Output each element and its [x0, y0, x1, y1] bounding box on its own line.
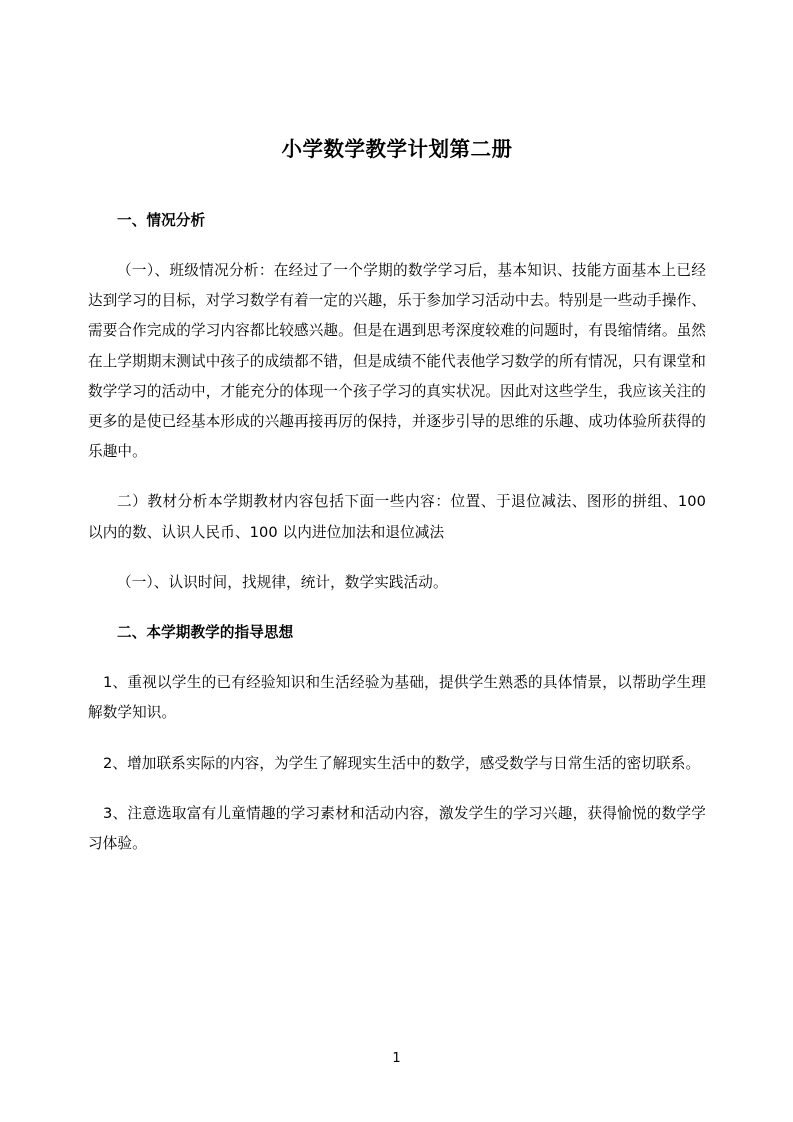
document-paragraphs	[88, 206, 706, 859]
paragraph-time-recognition: （一）、认识时间，找规律，统计，数学实践活动。	[117, 573, 448, 591]
paragraph-guideline-1: 1、重视以学生的已有经验知识和生活经验为基础，提供学生熟悉的具体情景，以帮助学生理解数学知识。	[88, 674, 706, 722]
paragraph-class-situation-analysis: （一）、班级情况分析：在经过了一个学期的数学学习后，基本知识、技能方面基本上已经达到学习的目标，对学习数学有着一定的兴趣，乐于参加学习活动中去。特别是一些动手操作、需要合作完成的学习内容都比较感兴趣。但是在遇到思考深度较难的问题时，有畏缩情绪。虽然在上学期期末测试中孩子的成绩都不错，但是成绩不能代表他学习数学的所有情况，只有课堂和数学学习的活动中，才能充分的体现一个孩子学习的真实状况。因此对这些学生，我应该关注的更多的是使已经基本形成的兴趣再接再厉的保持，并逐步引导的思维的乐趣、成功体验所获得的乐趣中。	[88, 261, 706, 461]
document-body	[88, 0, 706, 879]
section-heading-situation-analysis: 一、情况分析	[117, 211, 206, 229]
paragraph-textbook-analysis: 二）教材分析本学期教材内容包括下面一些内容：位置、于退位减法、图形的拼组、100 以内的数、认识人民币、100 以内进位加法和退位减法	[88, 493, 706, 541]
section-heading-guiding-ideology: 二、本学期教学的指导思想	[117, 623, 294, 641]
page-title: 小学数学教学计划第二册	[281, 137, 513, 161]
paragraph-guideline-3: 3、注意选取富有儿童情趣的学习素材和活动内容，激发学生的学习兴趣，获得愉悦的数学学习体验。	[88, 804, 706, 852]
paragraph-guideline-2: 2、增加联系实际的内容，为学生了解现实生活中的数学，感受数学与日常生活的密切联系。	[103, 754, 701, 772]
page-number: 1	[392, 1051, 401, 1066]
